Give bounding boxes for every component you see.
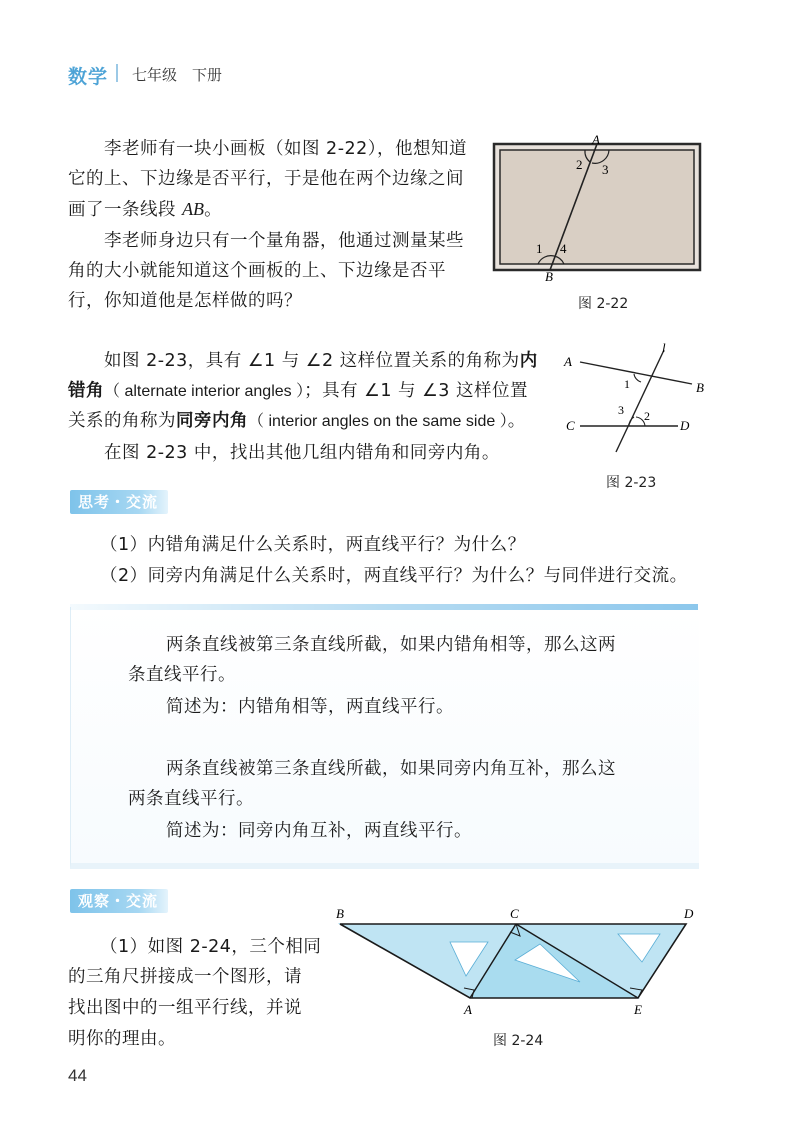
figure-2-22: [488, 132, 708, 282]
angle-1-arc: [634, 374, 641, 382]
fig24-label-a: A: [464, 1002, 472, 1017]
intro-line-4: 李老师身边只有一个量角器，他通过测量某些: [104, 231, 464, 251]
intro-line-3: 画了一条线段 AB。: [68, 199, 223, 220]
header-divider: [116, 64, 118, 82]
fig23-label-d: D: [680, 418, 690, 433]
header-grade: 七年级 下册: [132, 66, 223, 84]
conclusion-2-line-2: 两条直线平行。: [128, 789, 254, 809]
header-subject: 数学: [68, 66, 109, 88]
fig22-label-a: A: [592, 132, 600, 147]
intro-line-1: 李老师有一块小画板（如图 2-22），他想知道: [104, 139, 468, 159]
observe-line-2: 的三角尺拼接成一个图形，请: [68, 967, 302, 987]
fig23-label-c: C: [566, 418, 575, 433]
fig23-label-l: l: [662, 340, 666, 355]
line-l: [616, 350, 664, 452]
fig23-angle-2: 2: [644, 409, 650, 423]
think-discuss-tag: 思考・交流: [70, 490, 168, 514]
fig22-angle-3: 3: [602, 162, 609, 177]
fig24-label-d: D: [684, 906, 694, 921]
definition-line-2: 错角（ alternate interior angles ）；具有 ∠1 与 ∠3 这样位置: [68, 381, 529, 401]
conclusion-2-summary: 简述为：同旁内角互补，两直线平行。: [166, 821, 472, 841]
fig22-label-b: B: [545, 269, 553, 282]
think-question-1: （1）内错角满足什么关系时，两直线平行？为什么？: [100, 535, 526, 555]
fig22-angle-2: 2: [576, 157, 583, 172]
conclusion-1-line-2: 条直线平行。: [128, 665, 236, 685]
conclusion-1-line-1: 两条直线被第三条直线所截，如果内错角相等，那么这两: [166, 635, 616, 655]
page-number: 44: [68, 1066, 87, 1085]
conclusion-2-line-1: 两条直线被第三条直线所截，如果同旁内角互补，那么这: [166, 759, 616, 779]
line-ab: [580, 362, 692, 384]
fig22-caption: 图 2-22: [578, 296, 629, 312]
fig23-angle-1: 1: [624, 377, 630, 391]
conclusion-box-top-bar: [70, 604, 698, 610]
observe-discuss-tag: 观察・交流: [70, 889, 168, 913]
angle-3-arc: [629, 417, 634, 426]
fig23-label-b: B: [696, 380, 704, 395]
fig23-angle-3: 3: [618, 403, 624, 417]
observe-line-4: 明你的理由。: [68, 1029, 176, 1049]
intro-line-5: 角的大小就能知道这个画板的上、下边缘是否平: [68, 261, 446, 281]
board-inner-panel: [500, 150, 694, 264]
definition-line-1: 如图 2-23，具有 ∠1 与 ∠2 这样位置关系的角称为内: [104, 351, 538, 371]
conclusion-1-summary: 简述为：内错角相等，两直线平行。: [166, 697, 454, 717]
fig24-label-c: C: [510, 906, 519, 921]
fig23-label-a: A: [564, 354, 572, 369]
observe-line-1: （1）如图 2-24，三个相同: [100, 937, 322, 957]
definition-line-4: 在图 2-23 中，找出其他几组内错角和同旁内角。: [104, 443, 500, 463]
definition-line-3: 关系的角称为同旁内角（ interior angles on the same side ）。: [68, 411, 526, 431]
fig23-caption: 图 2-23: [606, 475, 657, 491]
fig24-label-e: E: [634, 1002, 642, 1017]
intro-line-6: 行，你知道他是怎样做的吗？: [68, 291, 302, 311]
fig22-angle-1: 1: [536, 241, 543, 256]
fig24-caption: 图 2-24: [493, 1033, 544, 1049]
think-question-2: （2）同旁内角满足什么关系时，两直线平行？为什么？与同伴进行交流。: [100, 566, 688, 586]
figure-2-23: [560, 340, 720, 460]
observe-line-3: 找出图中的一组平行线，并说: [68, 998, 302, 1018]
figure-2-24: [330, 902, 710, 1022]
fig22-angle-4: 4: [560, 241, 567, 256]
intro-line-2: 它的上、下边缘是否平行，于是他在两个边缘之间: [68, 169, 464, 189]
fig24-label-b: B: [336, 906, 344, 921]
